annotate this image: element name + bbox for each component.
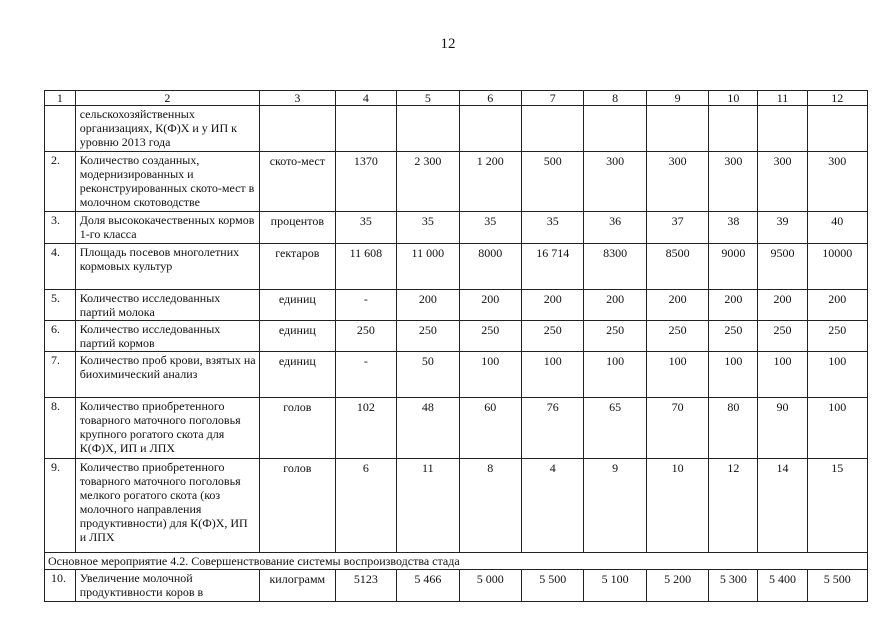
value-cell: 250 [397, 321, 459, 352]
row-index-cell: 6. [45, 321, 76, 352]
value-cell: 40 [807, 212, 867, 244]
unit-cell: голов [259, 398, 335, 459]
row-index-cell: 9. [45, 459, 76, 553]
value-cell: 5 500 [521, 570, 583, 602]
row-index-cell: 7. [45, 352, 76, 398]
value-cell: 8300 [584, 244, 646, 290]
value-cell: 250 [335, 321, 396, 352]
indicator-name-cell: Количество исследованных партий кормов [75, 321, 259, 352]
value-cell: 250 [807, 321, 867, 352]
value-cell: 250 [646, 321, 708, 352]
value-cell: 250 [459, 321, 521, 352]
column-number-row [45, 91, 868, 106]
value-cell: 100 [807, 352, 867, 398]
value-cell: 250 [584, 321, 646, 352]
value-cell: 37 [646, 212, 708, 244]
indicator-name-cell: Количество приобретенного товарного маточного поголовья крупного рогатого скота для К(Ф)Х, ИП и ЛПХ [75, 398, 259, 459]
column-number-cell: 6 [459, 91, 521, 106]
value-cell: 200 [397, 290, 459, 321]
value-cell: 200 [521, 290, 583, 321]
row-index-cell: 10. [45, 570, 76, 602]
value-cell: 10 [646, 459, 708, 553]
value-cell [521, 106, 583, 152]
indicator-name-cell: Количество исследованных партий молока [75, 290, 259, 321]
value-cell: 12 [709, 459, 758, 553]
value-cell: 100 [459, 352, 521, 398]
section-heading-row [45, 553, 868, 570]
value-cell: 15 [807, 459, 867, 553]
value-cell: 250 [521, 321, 583, 352]
indicator-table [44, 90, 868, 602]
indicator-name-cell: Количество проб крови, взятых на биохимический анализ [75, 352, 259, 398]
value-cell: 90 [758, 398, 807, 459]
value-cell: 38 [709, 212, 758, 244]
value-cell: 200 [758, 290, 807, 321]
column-number-cell: 12 [807, 91, 867, 106]
value-cell: 35 [521, 212, 583, 244]
value-cell: 76 [521, 398, 583, 459]
column-number-cell: 8 [584, 91, 646, 106]
value-cell: 200 [584, 290, 646, 321]
table-row [45, 398, 868, 459]
value-cell: 39 [758, 212, 807, 244]
value-cell: 50 [397, 352, 459, 398]
value-cell [459, 106, 521, 152]
value-cell: 6 [335, 459, 396, 553]
unit-cell: процентов [259, 212, 335, 244]
value-cell: 100 [521, 352, 583, 398]
column-number-cell: 3 [259, 91, 335, 106]
value-cell: 80 [709, 398, 758, 459]
value-cell: 250 [758, 321, 807, 352]
value-cell: 9000 [709, 244, 758, 290]
table-row [45, 321, 868, 352]
value-cell: 200 [646, 290, 708, 321]
value-cell: 500 [521, 152, 583, 212]
table-row [45, 290, 868, 321]
table-body [45, 91, 868, 602]
value-cell: 250 [709, 321, 758, 352]
value-cell: 8500 [646, 244, 708, 290]
unit-cell: голов [259, 459, 335, 553]
value-cell: 200 [459, 290, 521, 321]
value-cell: 5 400 [758, 570, 807, 602]
unit-cell: ското-мест [259, 152, 335, 212]
value-cell [709, 106, 758, 152]
value-cell: 1370 [335, 152, 396, 212]
value-cell: 1 200 [459, 152, 521, 212]
value-cell: 300 [646, 152, 708, 212]
table-row [45, 352, 868, 398]
value-cell: 100 [584, 352, 646, 398]
table-row [45, 244, 868, 290]
value-cell: 5 500 [807, 570, 867, 602]
value-cell: 300 [807, 152, 867, 212]
value-cell [807, 106, 867, 152]
row-index-cell: 4. [45, 244, 76, 290]
value-cell: 8000 [459, 244, 521, 290]
value-cell: 200 [709, 290, 758, 321]
value-cell: 36 [584, 212, 646, 244]
indicator-name-cell: Количество созданных, модернизированных и реконструированных ското-мест в молочном скотоводстве [75, 152, 259, 212]
value-cell: 65 [584, 398, 646, 459]
column-number-cell: 1 [45, 91, 76, 106]
value-cell: 16 714 [521, 244, 583, 290]
unit-cell: единиц [259, 290, 335, 321]
value-cell: 35 [335, 212, 396, 244]
value-cell: 100 [758, 352, 807, 398]
value-cell: - [335, 290, 396, 321]
value-cell: 5 000 [459, 570, 521, 602]
value-cell: 5 300 [709, 570, 758, 602]
indicator-name-cell: сельскохозяйственных организациях, К(Ф)Х и у ИП к уровню 2013 года [75, 106, 259, 152]
unit-cell: единиц [259, 321, 335, 352]
value-cell: 9 [584, 459, 646, 553]
value-cell: 300 [758, 152, 807, 212]
value-cell: 8 [459, 459, 521, 553]
row-index-cell: 2. [45, 152, 76, 212]
value-cell: 11 608 [335, 244, 396, 290]
column-number-cell: 7 [521, 91, 583, 106]
table-row [45, 570, 868, 602]
value-cell: 100 [646, 352, 708, 398]
value-cell: 100 [709, 352, 758, 398]
value-cell: 14 [758, 459, 807, 553]
value-cell: 5 466 [397, 570, 459, 602]
indicator-name-cell: Доля высококачественных кормов 1-го класса [75, 212, 259, 244]
indicator-name-cell: Площадь посевов многолетних кормовых культур [75, 244, 259, 290]
indicator-name-cell: Увеличение молочной продуктивности коров в [75, 570, 259, 602]
row-index-cell: 5. [45, 290, 76, 321]
value-cell [335, 106, 396, 152]
column-number-cell: 4 [335, 91, 396, 106]
column-number-cell: 11 [758, 91, 807, 106]
value-cell [584, 106, 646, 152]
value-cell: 5 200 [646, 570, 708, 602]
value-cell: 100 [807, 398, 867, 459]
value-cell: 5 100 [584, 570, 646, 602]
unit-cell: единиц [259, 352, 335, 398]
value-cell: 300 [584, 152, 646, 212]
row-index-cell: 8. [45, 398, 76, 459]
unit-cell: килограмм [259, 570, 335, 602]
page-number: 12 [440, 36, 456, 52]
value-cell: 70 [646, 398, 708, 459]
value-cell: 35 [397, 212, 459, 244]
value-cell [758, 106, 807, 152]
table-row [45, 459, 868, 553]
table-row [45, 212, 868, 244]
value-cell: 10000 [807, 244, 867, 290]
column-number-cell: 10 [709, 91, 758, 106]
value-cell [397, 106, 459, 152]
row-index-cell [45, 106, 76, 152]
value-cell: 4 [521, 459, 583, 553]
value-cell: 11 [397, 459, 459, 553]
value-cell: 9500 [758, 244, 807, 290]
column-number-cell: 5 [397, 91, 459, 106]
value-cell: 2 300 [397, 152, 459, 212]
value-cell: 300 [709, 152, 758, 212]
value-cell: 48 [397, 398, 459, 459]
table-row [45, 106, 868, 152]
value-cell: 35 [459, 212, 521, 244]
unit-cell: гектаров [259, 244, 335, 290]
column-number-cell: 2 [75, 91, 259, 106]
row-index-cell: 3. [45, 212, 76, 244]
value-cell: 60 [459, 398, 521, 459]
value-cell: 11 000 [397, 244, 459, 290]
table-row [45, 152, 868, 212]
indicator-name-cell: Количество приобретенного товарного маточного поголовья мелкого рогатого скота (коз молочного направления продуктивности) для К(Ф)Х, ИП и ЛПХ [75, 459, 259, 553]
value-cell: - [335, 352, 396, 398]
value-cell: 200 [807, 290, 867, 321]
value-cell: 5123 [335, 570, 396, 602]
unit-cell [259, 106, 335, 152]
section-heading: Основное мероприятие 4.2. Совершенствование системы воспроизводства стада [45, 553, 868, 570]
column-number-cell: 9 [646, 91, 708, 106]
value-cell: 102 [335, 398, 396, 459]
value-cell [646, 106, 708, 152]
